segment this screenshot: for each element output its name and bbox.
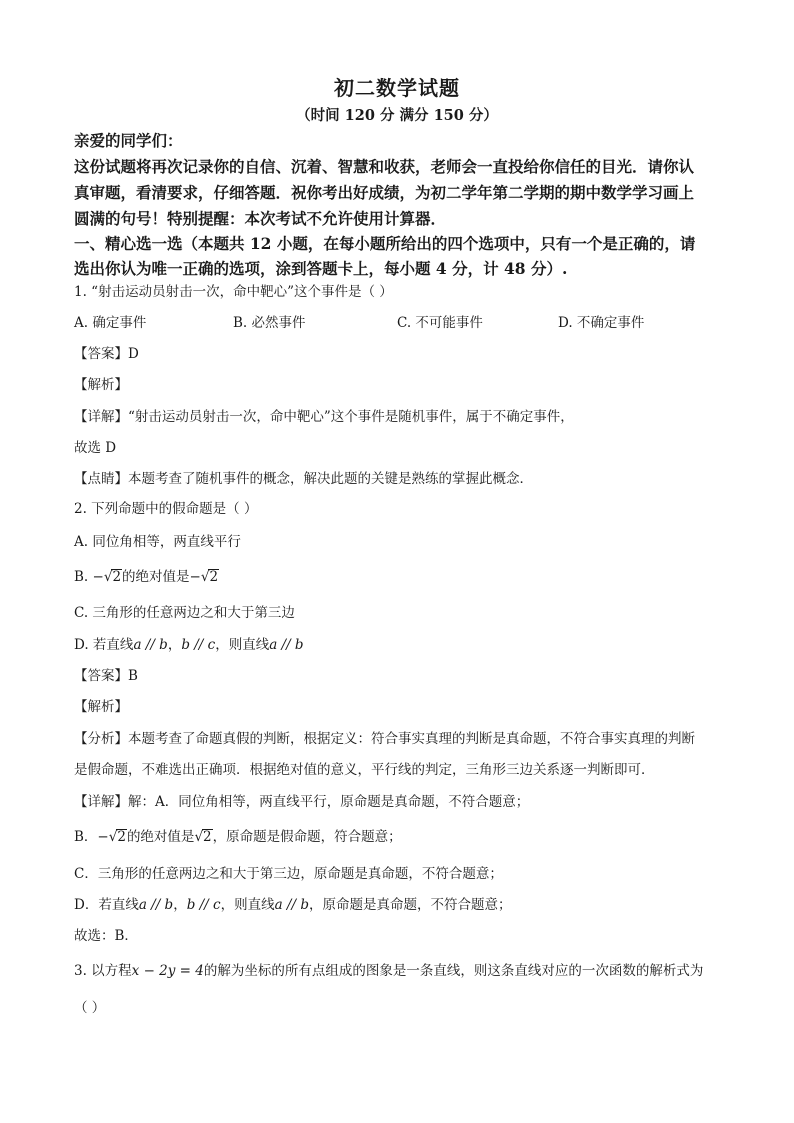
q2-option-b-mid: 的绝对值是 bbox=[122, 569, 190, 585]
q2-fenxi-line-2: 是假命题，不难选出正确项．根据绝对值的意义，平行线的判定，三角形三边关系逐一判断即可． bbox=[74, 762, 655, 778]
q1-option-d: D. 不确定事件 bbox=[558, 315, 645, 331]
sqrt-symbol: √ bbox=[200, 569, 210, 585]
separator: ， bbox=[167, 637, 182, 653]
math-expression: b // c bbox=[181, 637, 216, 653]
detail-d-mid: ，则直线 bbox=[220, 897, 275, 913]
intro-line-2: 真审题，看清要求，仔细答题．祝你考出好成绩，为初二学年第二学期的期中数学学习画上 bbox=[74, 183, 695, 202]
section-heading-line-2: 选出你认为唯一正确的选项，涂到答题卡上，每小题 4 分，计 48 分）. bbox=[74, 259, 568, 278]
sqrt-symbol: √ bbox=[194, 829, 204, 845]
math-expression: a // b bbox=[269, 637, 304, 653]
q3-stem-prefix: 3. 以方程 bbox=[74, 963, 132, 979]
q2-option-b-prefix: B. bbox=[74, 569, 93, 585]
detail-d-prefix: D．若直线 bbox=[74, 897, 139, 913]
detail-d-suffix: ，原命题是真命题，不符合题意； bbox=[308, 897, 512, 913]
q2-option-a: A. 同位角相等，两直线平行 bbox=[74, 534, 241, 550]
q1-option-c: C. 不可能事件 bbox=[397, 315, 483, 331]
q1-comment: 【点睛】本题考查了随机事件的概念，解决此题的关键是熟练的掌握此概念． bbox=[74, 471, 533, 487]
sqrt-symbol: √ bbox=[103, 569, 113, 585]
math-expression: a // b bbox=[138, 897, 174, 913]
minus-sign: − bbox=[92, 569, 104, 585]
q2-detail-a: 【详解】解：A．同位角相等，两直线平行，原命题是真命题，不符合题意； bbox=[74, 794, 530, 810]
page-title: 初二数学试题 bbox=[334, 76, 460, 100]
math-expression: b // c bbox=[186, 897, 221, 913]
q2-answer: 【答案】B bbox=[74, 668, 138, 684]
q1-choice: 故选 D bbox=[74, 440, 117, 456]
math-expression: a // b bbox=[133, 637, 168, 653]
q1-detail: 【详解】“射击运动员射击一次，命中靶心”这个事件是随机事件，属于不确定事件， bbox=[74, 409, 574, 425]
exam-time-info: （时间 120 分 满分 150 分） bbox=[296, 107, 498, 124]
greeting: 亲爱的同学们： bbox=[74, 131, 183, 150]
q2-option-b bbox=[74, 567, 219, 587]
section-heading-line-1: 一、精心选一选（本题共 12 小题，在每小题所给出的四个选项中，只有一个是正确的，请 bbox=[74, 234, 696, 253]
q3-answer-paren: （ ） bbox=[74, 1000, 106, 1016]
q2-fenxi-line-1: 【分析】本题考查了命题真假的判断，根据定义：符合事实真理的判断是真命题，不符合事实真理的判断 bbox=[74, 731, 695, 747]
q1-answer: 【答案】D bbox=[74, 346, 139, 362]
separator: ， bbox=[173, 897, 187, 913]
radicand: 2 bbox=[117, 829, 126, 845]
q3-stem bbox=[74, 961, 703, 981]
q1-analysis-label: 【解析】 bbox=[74, 377, 128, 393]
q2-option-d-prefix: D. 若直线 bbox=[74, 637, 134, 653]
sqrt-symbol: √ bbox=[108, 829, 118, 845]
intro-line-3: 圆满的句号！特别提醒：本次考试不允许使用计算器． bbox=[74, 209, 447, 228]
detail-b-mid: 的绝对值是 bbox=[126, 829, 195, 845]
minus-sign: − bbox=[189, 569, 201, 585]
q2-stem: 2. 下列命题中的假命题是（ ） bbox=[74, 501, 258, 517]
q3-stem-suffix: 的解为坐标的所有点组成的图象是一条直线，则这条直线对应的一次函数的解析式为 bbox=[203, 963, 704, 979]
q2-analysis-label: 【解析】 bbox=[74, 699, 128, 715]
q1-stem: 1. “射击运动员射击一次，命中靶心”这个事件是（ ） bbox=[74, 284, 393, 300]
math-expression: x − 2y = 4 bbox=[131, 963, 204, 979]
radicand: 2 bbox=[203, 829, 212, 845]
detail-b-suffix: ，原命题是假命题，符合题意； bbox=[212, 829, 402, 845]
q2-option-d bbox=[74, 635, 304, 655]
q2-detail-d bbox=[74, 895, 511, 915]
q2-choice: 故选：B． bbox=[74, 928, 138, 944]
minus-sign: − bbox=[97, 829, 109, 845]
intro-line-1: 这份试题将再次记录你的自信、沉着、智慧和收获，老师会一直投给你信任的目光．请你认 bbox=[74, 157, 695, 176]
radicand: 2 bbox=[209, 569, 219, 585]
detail-b-prefix: B． bbox=[74, 829, 98, 845]
q2-detail-c: C．三角形的任意两边之和大于第三边，原命题是真命题，不符合题意； bbox=[74, 866, 503, 882]
q1-option-a: A. 确定事件 bbox=[74, 315, 147, 331]
q2-detail-b bbox=[74, 827, 402, 847]
q1-option-b: B. 必然事件 bbox=[233, 315, 306, 331]
q2-option-d-mid: ，则直线 bbox=[215, 637, 270, 653]
math-expression: a // b bbox=[274, 897, 309, 913]
radicand: 2 bbox=[112, 569, 122, 585]
q2-option-c: C. 三角形的任意两边之和大于第三边 bbox=[74, 605, 295, 621]
